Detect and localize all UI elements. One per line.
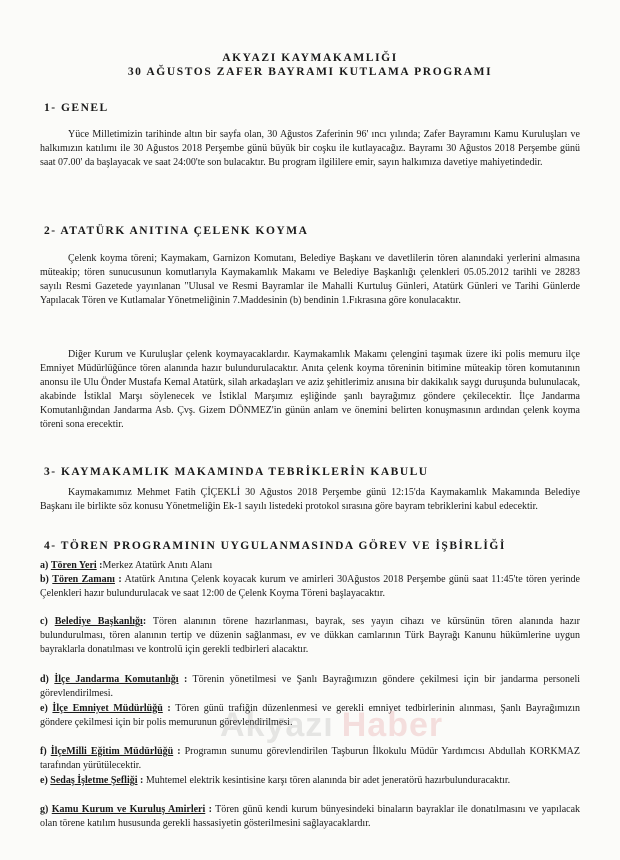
item-separator: : [137,775,144,786]
section3-heading: 3- KAYMAKAMLIK MAKAMINDA TEBRİKLERİN KABULU [44,466,429,478]
item-letter: f) [40,746,47,757]
watermark-text-2: Haber [341,706,444,744]
section4-item-a [40,559,580,573]
item-separator: : [178,674,188,685]
item-label: İlçe Emniyet Müdürlüğü [52,703,163,714]
item-text: Tören alanının törene hazırlanması, bayrak, ses yayın cihazı ve kürsünün tören alanında hazır bulundurulması, tören alanının tertip ve düzenin sağlanması, ev ve dükkan camlarının Türk Bayrağı Kanunu hükümlerine uygun bayraklarla donatılması ve kontrolü için gerekli tedbirleri alacaktır. [40,616,581,655]
item-letter: d) [40,674,49,685]
item-label: İlçe Jandarma Komutanlığı [54,674,179,685]
item-label: Tören Yeri [50,560,97,571]
section4-item-c [40,615,580,657]
section4-item-e [40,702,580,730]
item-letter: e) [40,775,48,786]
section2-body2: Diğer Kurum ve Kuruluşlar çelenk koymayacaklardır. Kaymakamlık Makamı çelengini taşımak üzere iki polis memuru ilçe Emniyet Müdürlüğünce tören alanında hazır bulundurulacaktır. Anıta çelenk koyma töreninin bitimine müteakip tören komutanının anonsu ile Ulu Önder Mustafa Kemal Atatürk, silah arkadaşları ve aziz şehitlerimiz anısına bir dakikalık saygı duruşunda bulunulacak, akabinde İstiklal Marşı söylenecek ve İstiklal Marşımız eşliğinde şanlı bayrağımız göndere çekilecektir. İlçe Jandarma Komutanlığından Jandarma Asb. Çvş. Gizem DÖNMEZ'in günün anlam ve önemini belirten konuşmasının ardından çelenk koyma töreni sona erecektir. [40,349,580,430]
section4-item-g [40,803,580,831]
item-text: Atatürk Anıtına Çelenk koyacak kurum ve amirleri 30Ağustos 2018 Perşembe günü saat 11:45'te tören yerinde Çelenkleri hazır bulundurulacak ve saat 12:00 de Çelenk Koyma Töreni başlayacaktır. [40,574,580,599]
section3-body: Kaymakamımız Mehmet Fatih ÇİÇEKLİ 30 Ağustos 2018 Perşembe günü 12:15'da Kaymakamlık Makamında Belediye Başkanı ile birlikte söz konusu Yönetmeliğin Ek-1 sayılı listedeki protokol sırasına göre bayram tebriklerini kabul edecektir. [40,487,580,512]
item-text: Törenin yönetilmesi ve Şanlı Bayrağımızın göndere çekilmesi için bir jandarma personeli görevlendirilmesi. [40,674,581,699]
item-text: Merkez Atatürk Anıtı Alanı [102,560,213,571]
section2-heading: 2- ATATÜRK ANITINA ÇELENK KOYMA [44,225,309,237]
item-label: Sedaş İşletme Şefliği [50,775,138,786]
item-label: İlçeMilli Eğitim Müdürlüğü [50,746,174,757]
section4-heading: 4- TÖREN PROGRAMININ UYGULANMASINDA GÖREV VE İŞBİRLİĞİ [44,540,506,552]
section1-body: Yüce Milletimizin tarihinde altın bir sayfa olan, 30 Ağustos Zaferinin 96' ıncı yılında; Zafer Bayramını Kamu Kuruluşları ve halkımızın katılımı ile 30 Ağustos 2018 Perşembe günü büyük bir coşku ile kutlayacağız. Bayramı 30 Ağustos 2018 Perşembe günü saat 07.00' da başlayacak ve saat 24:00'te son bulacaktır. Bu program ilgililere emir, sayın halkımıza davetiye mahiyetindedir. [40,129,580,168]
watermark-text-1: Akyazı [220,706,334,744]
document-title-line1: AKYAZI KAYMAKAMLIĞI [222,52,398,64]
item-separator: : [142,616,147,627]
section4-item-d [40,673,580,701]
section4-item-sedas [40,774,580,788]
section1-heading: 1- GENEL [44,102,109,114]
item-separator: : [114,574,122,585]
document-title-line2: 30 AĞUSTOS ZAFER BAYRAMI KUTLAMA PROGRAMI [127,66,493,78]
item-text: Tören günü kendi kurum bünyesindeki binaların bayraklar ile donatılmasını ve yapılacak olan törene katılım hususunda gerekli hassasiyetin gösterilmesini sağlayacaklardır. [40,804,581,829]
item-label: Tören Zamanı [52,574,115,585]
item-separator: : [162,703,171,714]
section4-item-b [40,573,580,601]
item-text: Muhtemel elektrik kesintisine karşı tören alanında bir adet jeneratörü hazırbulunduracaktır. [143,775,511,786]
item-letter: e) [40,703,48,714]
section4-item-f [40,745,580,773]
item-separator: : [96,560,103,571]
item-letter: c) [40,616,48,627]
item-separator: : [173,746,181,757]
item-label: Belediye Başkanlığı [54,616,143,627]
item-letter: a) [40,560,49,571]
item-separator: : [205,804,212,815]
section2-body1: Çelenk koyma töreni; Kaymakam, Garnizon Komutanı, Belediye Başkanı ve davetlilerin tören alanındaki yerlerini almasına müteakip; tören sunucusunun komutlarıyla Kaymakamlık Makamı ve Belediye Başkanlığı çelenkleri 05.05.2012 tarihli ve 28283 sayılı Resmi Gazetede yayınlanan "Ulusal ve Resmi Bayramlar ile Mahalli Kurtuluş Günleri, Atatürk Günleri ve Tarihi Günlerde Yapılacak Tören ve Kutlamalar Yönetmeliğinin 7.Maddesinin (b) bendinin 1.Fıkrasına göre konulacaktır. [40,253,580,306]
item-letter: g) [40,804,49,815]
item-text: Tören günü trafiğin düzenlenmesi ve gerekli emniyet tedbirlerinin alınması, Şanlı Bayrağımızın göndere çekilmesi için bir polis memurunun görevlendirilmesi. [40,703,580,728]
item-label: Kamu Kurum ve Kuruluş Amirleri [51,804,206,815]
item-letter: b) [40,574,49,585]
item-text: Programın sunumu görevlendirilen Taşburun İlkokulu Müdür Yardımcısı Abdullah KORKMAZ tarafından yürütülecektir. [40,746,581,771]
